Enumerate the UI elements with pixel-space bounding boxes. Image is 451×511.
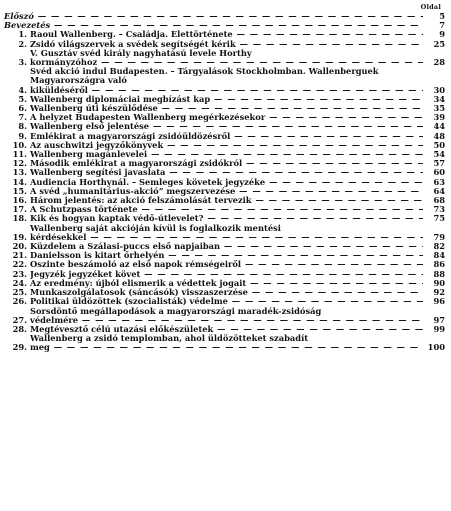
- toc-page-number: 50: [433, 139, 445, 150]
- toc-entry: [4, 307, 445, 325]
- toc-title: Őszinte beszámoló az első napok rémségeiről — — —: [30, 260, 423, 269]
- toc-number: 23.: [12, 268, 27, 279]
- toc-page-number: 68: [433, 195, 445, 206]
- toc-title: Svéd akció indul Budapesten. – Tárgyalások Stockholmban. Wallenberguek Magyarországra való kiküldéséről — — —: [30, 67, 423, 95]
- toc-entry: [4, 325, 445, 334]
- toc-page-number: 28: [433, 57, 445, 68]
- toc-page-number: 75: [433, 213, 445, 224]
- toc-entry: [4, 279, 445, 288]
- toc-page-number: 97: [433, 314, 445, 325]
- toc-entry: [4, 95, 445, 104]
- toc-number: 4.: [18, 84, 27, 95]
- toc-entry: [4, 242, 445, 251]
- toc-title: Zsidó világszervek a svédek segítségét kérik — — —: [30, 40, 423, 49]
- toc-entry: [4, 168, 445, 177]
- toc-page-number: 90: [433, 277, 445, 288]
- toc-page-number: 44: [433, 121, 445, 132]
- toc-page-number: 84: [433, 250, 445, 261]
- toc-number: 20.: [12, 241, 27, 252]
- toc-number: 5.: [18, 93, 27, 104]
- page-column-heading: Oldal: [420, 3, 441, 11]
- toc-entry: [4, 270, 445, 279]
- toc-page-number: 7: [439, 20, 445, 31]
- toc-entry: [4, 113, 445, 122]
- toc-title: Wallenberg úti készülődése — — —: [30, 104, 423, 113]
- toc-title: Sorsdöntő megállapodások a magyarországi maradék-zsidóság védelmére — — —: [30, 307, 423, 325]
- toc-page-number: 64: [433, 185, 445, 196]
- toc-title: Három jelentés: az akció felszámolását tervezik — — —: [30, 196, 423, 205]
- toc-entry: [4, 30, 445, 39]
- toc-number: 29.: [12, 342, 27, 353]
- toc-entry: [4, 187, 445, 196]
- toc-page-number: 86: [433, 259, 445, 270]
- toc-page-number: 48: [433, 130, 445, 141]
- toc-entry: [4, 150, 445, 159]
- toc-entry: [4, 251, 445, 260]
- toc-title: Wallenberg a zsidó templomban, ahol üldözötteket szabadít meg — — —: [30, 334, 423, 352]
- toc-title: Raoul Wallenberg. – Családja. Élettörténete — — —: [30, 30, 423, 39]
- toc-page-number: 63: [433, 176, 445, 187]
- toc-number: 9.: [18, 130, 27, 141]
- toc-title: Előszó — — —: [4, 12, 423, 21]
- toc-title: Wallenberg első jelentése — — —: [30, 122, 423, 131]
- toc-entry: [4, 159, 445, 168]
- toc-number: 16.: [12, 195, 27, 206]
- toc-title: Wallenberg diplomáciai megbízást kap — — —: [30, 95, 423, 104]
- toc-page-number: 25: [433, 38, 445, 49]
- toc-number: 10.: [12, 139, 27, 150]
- toc-page-number: 92: [433, 287, 445, 298]
- toc-entry: [4, 141, 445, 150]
- toc-title: Második emlékirat a magyarországi zsidókról — — —: [30, 159, 423, 168]
- toc-title: Emlékirat a magyarországi zsidóüldözésről — — —: [30, 132, 423, 141]
- table-of-contents: [4, 12, 445, 353]
- toc-entry: [4, 334, 445, 352]
- toc-title: Jegyzék jegyzéket követ — — —: [30, 270, 423, 279]
- toc-page-number: 5: [439, 11, 445, 21]
- toc-title: A Schutzpass története — — —: [30, 205, 423, 214]
- toc-page-number: 60: [433, 167, 445, 178]
- toc-entry: [4, 12, 445, 21]
- toc-number: 18.: [12, 213, 27, 224]
- toc-number: 24.: [12, 277, 27, 288]
- toc-entry: [4, 205, 445, 214]
- toc-page-number: 39: [433, 112, 445, 123]
- toc-title: Wallenberg segítési javaslata — — —: [30, 168, 423, 177]
- toc-number: 11.: [12, 149, 27, 160]
- toc-number: 8.: [18, 121, 27, 132]
- toc-title: Wallenberg magánlevelei — — —: [30, 150, 423, 159]
- toc-entry: [4, 67, 445, 95]
- toc-page-number: 54: [433, 149, 445, 160]
- toc-entry: [4, 260, 445, 269]
- toc-title: Az eredmény: újból elismerik a védettek jogait — — —: [30, 279, 423, 288]
- toc-page-number: 88: [433, 268, 445, 279]
- toc-number: 6.: [18, 103, 27, 114]
- toc-number: 21.: [12, 250, 27, 261]
- toc-number: 26.: [12, 296, 27, 307]
- toc-number: 12.: [12, 158, 27, 169]
- toc-number: 22.: [12, 259, 27, 270]
- toc-page-number: 82: [433, 241, 445, 252]
- toc-number: 3.: [18, 57, 27, 68]
- toc-entry: [4, 132, 445, 141]
- toc-title: Munkaszolgálatosok (sáncásók) visszaszerzése — — —: [30, 288, 423, 297]
- toc-entry: [4, 214, 445, 223]
- toc-title: Az auschwitzi jegyzőkönyvek — — —: [30, 141, 423, 150]
- toc-title: Bevezetés — — —: [4, 21, 423, 30]
- toc-title: Danielsson is kitart őrhelyén — — —: [30, 251, 423, 260]
- toc-title: Kik és hogyan kaptak védő-útlevelet? — — —: [30, 214, 423, 223]
- toc-entry: [4, 40, 445, 49]
- toc-entry: [4, 178, 445, 187]
- toc-page-number: 30: [433, 84, 445, 95]
- toc-number: 17.: [12, 204, 27, 215]
- toc-page-number: 96: [433, 296, 445, 307]
- toc-entry: [4, 297, 445, 306]
- toc-title: Küzdelem a Szálasi-puccs első napjaiban — — —: [30, 242, 423, 251]
- toc-entry: [4, 21, 445, 30]
- toc-title: Wallenberg saját akcióján kívül is foglalkozik mentési kérdésekkel — — —: [30, 224, 423, 242]
- toc-entry: [4, 104, 445, 113]
- toc-number: 7.: [18, 112, 27, 123]
- toc-entry: [4, 196, 445, 205]
- toc-number: 25.: [12, 287, 27, 298]
- toc-entry: [4, 224, 445, 242]
- toc-page-number: 35: [433, 103, 445, 114]
- toc-number: 27.: [12, 314, 27, 325]
- toc-page-number: 9: [439, 29, 445, 40]
- toc-number: 28.: [12, 323, 27, 334]
- toc-number: 14.: [12, 176, 27, 187]
- toc-title: A helyzet Budapesten Wallenberg megérkezésekor — — —: [30, 113, 423, 122]
- toc-number: 19.: [12, 231, 27, 242]
- toc-title: A svéd „humanitárius-akció” megszervezése — — —: [30, 187, 423, 196]
- toc-page-number: 79: [433, 231, 445, 242]
- toc-page-number: 73: [433, 204, 445, 215]
- toc-page-number: 99: [433, 323, 445, 334]
- toc-page-number: 34: [433, 93, 445, 104]
- toc-title: Politikai üldözöttek (szocialisták) védelme — — —: [30, 297, 423, 306]
- toc-title: Megtévesztő célú utazási előkészületek — — —: [30, 325, 423, 334]
- toc-page-number: 100: [427, 342, 445, 353]
- toc-number: 13.: [12, 167, 27, 178]
- toc-number: 2.: [18, 38, 27, 49]
- toc-entry: [4, 122, 445, 131]
- toc-entry: [4, 49, 445, 67]
- toc-number: 1.: [18, 29, 27, 40]
- toc-number: 15.: [12, 185, 27, 196]
- toc-page-number: 57: [433, 158, 445, 169]
- toc-title: Audiencia Horthynál. – Semleges követek jegyzéke — — —: [30, 178, 423, 187]
- toc-entry: [4, 288, 445, 297]
- toc-title: V. Gusztáv svéd király nagyhatású levele Horthy kormányzóhoz — — —: [30, 49, 423, 67]
